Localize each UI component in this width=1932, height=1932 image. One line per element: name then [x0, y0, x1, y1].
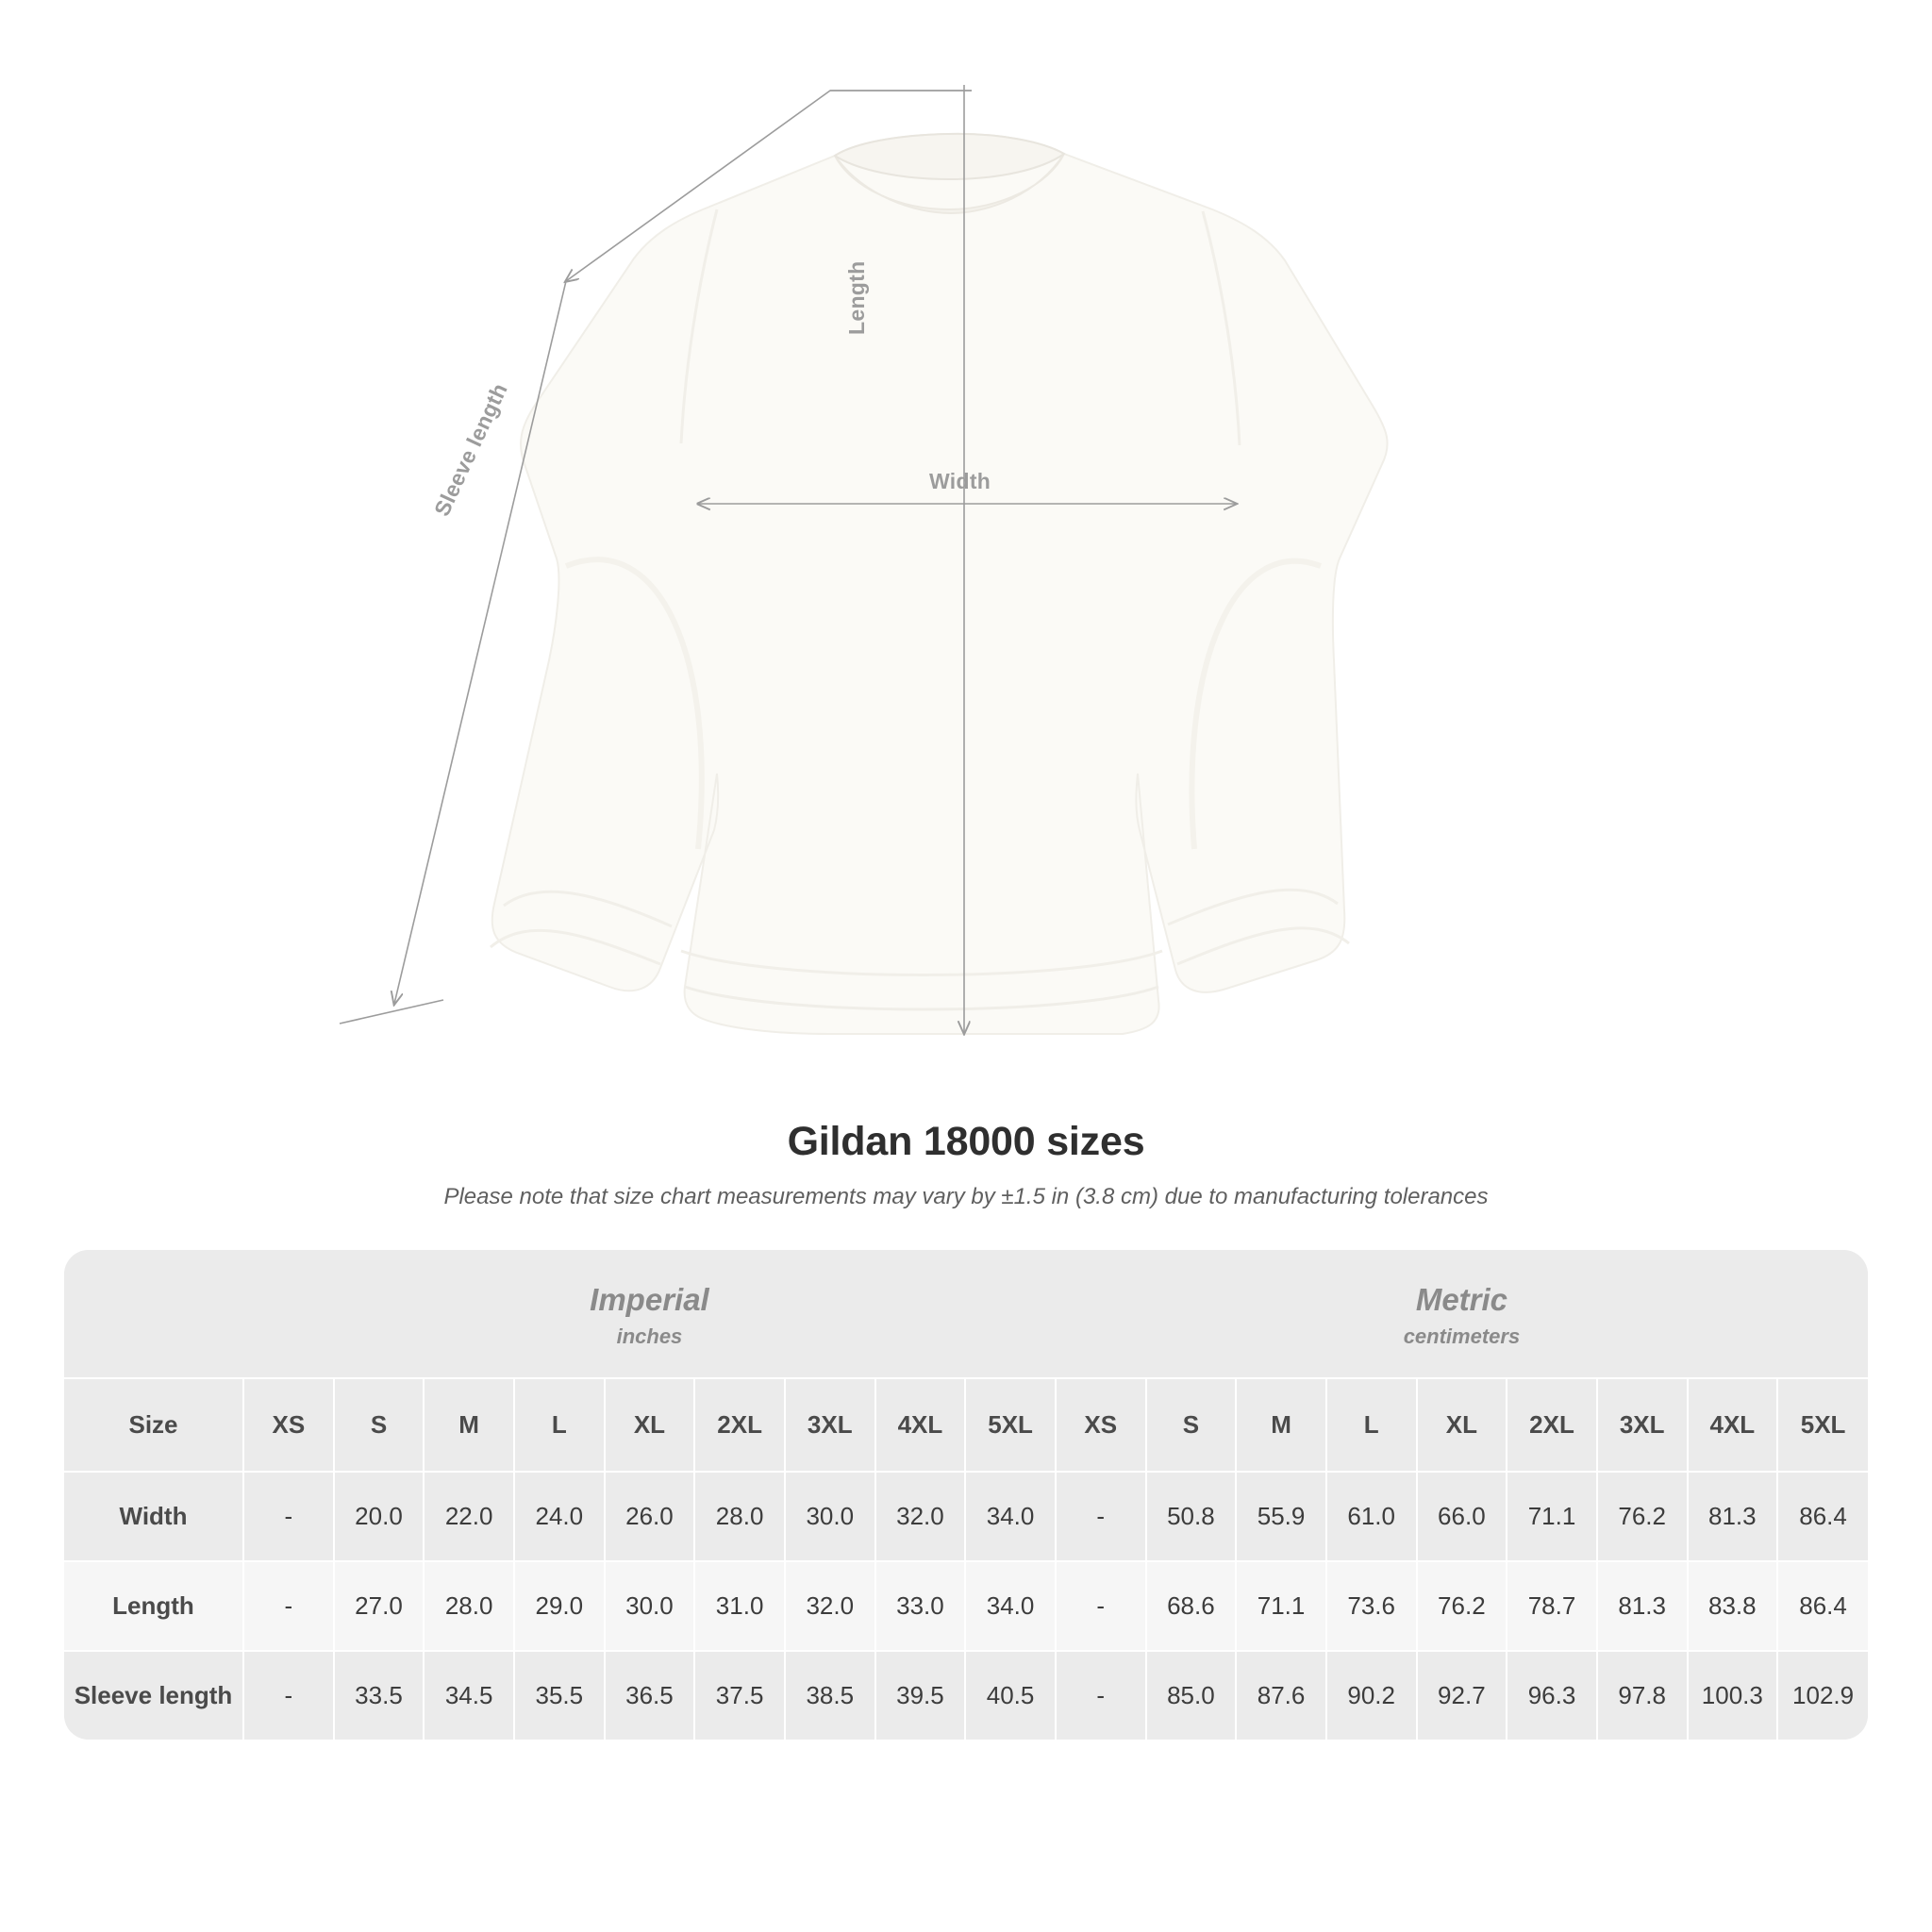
measurement-cell: 26.0: [605, 1472, 695, 1561]
measurement-cell: 76.2: [1417, 1561, 1507, 1651]
measurement-cell: 30.0: [785, 1472, 875, 1561]
size-header-cell: 5XL: [965, 1378, 1056, 1472]
measurement-cell: 34.0: [965, 1561, 1056, 1651]
measurement-cell: 22.0: [424, 1472, 514, 1561]
size-table: [64, 1250, 1868, 1740]
measurement-cell: 81.3: [1688, 1472, 1778, 1561]
measurement-cell: -: [243, 1651, 334, 1740]
measurement-cell: 102.9: [1777, 1651, 1868, 1740]
measurement-cell: 34.5: [424, 1651, 514, 1740]
title-block: [0, 1119, 1932, 1210]
sleeve-bottom-tick: [340, 1000, 443, 1024]
measurement-cell: 50.8: [1146, 1472, 1237, 1561]
measurement-cell: 37.5: [694, 1651, 785, 1740]
measurement-cell: 100.3: [1688, 1651, 1778, 1740]
measurement-cell: 31.0: [694, 1561, 785, 1651]
measurement-cell: 86.4: [1777, 1472, 1868, 1561]
measurement-cell: 32.0: [785, 1561, 875, 1651]
size-header-cell: XS: [243, 1378, 334, 1472]
measurement-cell: 97.8: [1597, 1651, 1688, 1740]
measurement-cell: -: [243, 1561, 334, 1651]
unit-sub-imperial: inches: [616, 1324, 683, 1348]
measurement-cell: 39.5: [875, 1651, 966, 1740]
sweatshirt-shape: [491, 134, 1388, 1034]
measurement-cell: 61.0: [1326, 1472, 1417, 1561]
measurement-cell: 29.0: [514, 1561, 605, 1651]
measurement-cell: 83.8: [1688, 1561, 1778, 1651]
measurement-cell: 78.7: [1507, 1561, 1597, 1651]
size-header-cell: 4XL: [1688, 1378, 1778, 1472]
measurement-cell: -: [1056, 1561, 1146, 1651]
measurement-cell: 68.6: [1146, 1561, 1237, 1651]
measurement-cell: 71.1: [1236, 1561, 1326, 1651]
size-header-cell: M: [424, 1378, 514, 1472]
measurement-cell: 40.5: [965, 1651, 1056, 1740]
unit-header-row: [64, 1250, 1868, 1378]
length-dimension-label: Length: [844, 260, 869, 335]
size-header-cell: 4XL: [875, 1378, 966, 1472]
size-header-cell: 5XL: [1777, 1378, 1868, 1472]
unit-header-imperial: [243, 1250, 1056, 1378]
size-header-cell: XL: [605, 1378, 695, 1472]
measurement-label: Width: [64, 1472, 243, 1561]
table-row: [64, 1561, 1868, 1651]
tolerance-note: Please note that size chart measurements may vary by ±1.5 in (3.8 cm) due to manufacturing tolerances: [443, 1184, 1489, 1209]
measurement-label: Length: [64, 1561, 243, 1651]
table-row: [64, 1651, 1868, 1740]
measurement-cell: 20.0: [334, 1472, 425, 1561]
unit-sub-metric: centimeters: [1403, 1324, 1521, 1348]
measurement-cell: -: [243, 1472, 334, 1561]
measurement-cell: 66.0: [1417, 1472, 1507, 1561]
measurement-cell: 86.4: [1777, 1561, 1868, 1651]
measurement-cell: 71.1: [1507, 1472, 1597, 1561]
size-header-cell: 3XL: [785, 1378, 875, 1472]
size-header-cell: M: [1236, 1378, 1326, 1472]
size-header-cell: L: [1326, 1378, 1417, 1472]
size-column-header: Size: [64, 1378, 243, 1472]
size-header-cell: 2XL: [694, 1378, 785, 1472]
measurement-cell: 33.0: [875, 1561, 966, 1651]
measurement-label: Sleeve length: [64, 1651, 243, 1740]
size-header-cell: 2XL: [1507, 1378, 1597, 1472]
unit-name-metric: Metric: [1415, 1282, 1508, 1317]
measurement-cell: 38.5: [785, 1651, 875, 1740]
measurement-cell: 28.0: [424, 1561, 514, 1651]
measurement-cell: 32.0: [875, 1472, 966, 1561]
measurement-cell: 90.2: [1326, 1651, 1417, 1740]
size-header-cell: 3XL: [1597, 1378, 1688, 1472]
unit-header-spacer: [64, 1250, 243, 1378]
measurement-cell: -: [1056, 1651, 1146, 1740]
measurement-cell: 34.0: [965, 1472, 1056, 1561]
size-header-cell: XS: [1056, 1378, 1146, 1472]
measurement-cell: 96.3: [1507, 1651, 1597, 1740]
measurement-cell: 92.7: [1417, 1651, 1507, 1740]
sleeve-length-dimension-label: Sleeve length: [429, 379, 512, 520]
page-title: Gildan 18000 sizes: [787, 1119, 1145, 1164]
measurement-cell: 24.0: [514, 1472, 605, 1561]
size-table-body: [64, 1472, 1868, 1740]
measurement-cell: 55.9: [1236, 1472, 1326, 1561]
measurement-cell: 36.5: [605, 1651, 695, 1740]
width-dimension-label: Width: [929, 469, 991, 493]
size-header-cell: XL: [1417, 1378, 1507, 1472]
measurement-cell: 30.0: [605, 1561, 695, 1651]
measurement-cell: 35.5: [514, 1651, 605, 1740]
table-row: [64, 1472, 1868, 1561]
size-header-cell: L: [514, 1378, 605, 1472]
measurement-cell: 33.5: [334, 1651, 425, 1740]
measurement-cell: -: [1056, 1472, 1146, 1561]
unit-name-imperial: Imperial: [590, 1282, 709, 1317]
measurement-cell: 76.2: [1597, 1472, 1688, 1561]
measurement-cell: 87.6: [1236, 1651, 1326, 1740]
size-table-wrapper: [64, 1250, 1868, 1740]
measurement-cell: 81.3: [1597, 1561, 1688, 1651]
measurement-cell: 27.0: [334, 1561, 425, 1651]
size-header-cell: S: [1146, 1378, 1237, 1472]
measurement-cell: 85.0: [1146, 1651, 1237, 1740]
size-header-cell: S: [334, 1378, 425, 1472]
measurement-cell: 73.6: [1326, 1561, 1417, 1651]
unit-header-metric: [1056, 1250, 1868, 1378]
size-header-row: [64, 1378, 1868, 1472]
measurement-cell: 28.0: [694, 1472, 785, 1561]
